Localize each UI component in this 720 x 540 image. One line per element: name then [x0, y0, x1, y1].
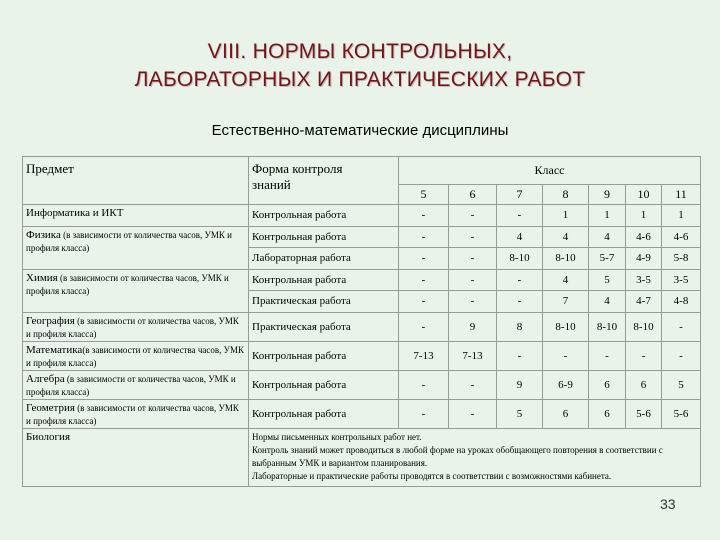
value-cell — [399, 248, 449, 270]
form-cell — [249, 399, 399, 428]
subject-name: Биология — [26, 430, 71, 443]
value-cell — [589, 399, 626, 428]
value-cell — [626, 370, 662, 399]
header-form — [249, 157, 399, 205]
value: - — [470, 230, 475, 243]
value-cell — [543, 291, 589, 313]
biology-notes — [249, 428, 701, 486]
subject-note: (в зависимости от количества часов, УМК и профиля класса) — [26, 373, 236, 397]
value-cell — [449, 370, 497, 399]
value: 5-8 — [673, 252, 689, 265]
page-number: 33 — [660, 496, 676, 512]
value: 4-8 — [673, 295, 689, 308]
value-cell — [626, 205, 662, 227]
value-cell — [589, 370, 626, 399]
value-cell — [626, 248, 662, 270]
value: - — [563, 349, 568, 362]
form-label: Контрольная работа — [252, 349, 347, 362]
value: - — [470, 273, 475, 286]
subject-note: (в зависимости от количества часов, УМК и профиля класса) — [26, 402, 239, 426]
subject-cell — [23, 428, 249, 486]
value: - — [421, 209, 426, 222]
subject-cell — [23, 312, 249, 341]
grade-label: 7 — [516, 187, 523, 201]
value: 6-9 — [558, 378, 573, 391]
value: 4 — [562, 230, 569, 243]
value-cell — [662, 370, 701, 399]
subject-note: (в зависимости от количества часов, УМК и профиля класса) — [26, 229, 232, 253]
value: - — [470, 295, 475, 308]
value-cell — [543, 312, 589, 341]
value: - — [421, 407, 426, 420]
form-label: Практическая работа — [252, 320, 351, 333]
value: - — [421, 295, 426, 308]
value-cell — [589, 291, 626, 313]
form-cell — [249, 269, 399, 291]
value-cell — [543, 226, 589, 248]
grade-header — [589, 185, 626, 205]
grade-label: 11 — [675, 187, 687, 201]
grade-label: 6 — [469, 187, 476, 201]
value-cell — [662, 291, 701, 313]
form-label: Контрольная работа — [252, 209, 347, 222]
header-form-line-1: Форма контроля — [252, 161, 343, 176]
header-class — [399, 157, 701, 185]
table-row — [23, 428, 701, 486]
value-cell — [399, 291, 449, 313]
value: 4-6 — [673, 230, 689, 243]
value: 4 — [516, 230, 523, 243]
value-cell — [497, 370, 543, 399]
value: 5 — [604, 273, 610, 286]
value: 1 — [562, 209, 569, 222]
header-subject — [23, 157, 249, 205]
value: 6 — [604, 407, 610, 420]
value: - — [421, 273, 426, 286]
form-label: Контрольная работа — [252, 378, 347, 391]
subject-name: Алгебра — [26, 372, 65, 385]
value: 5-6 — [673, 407, 689, 420]
value-cell — [497, 226, 543, 248]
value-cell — [543, 269, 589, 291]
form-label: Контрольная работа — [252, 273, 347, 286]
value: 1 — [604, 209, 610, 222]
value-cell — [626, 341, 662, 370]
value-cell — [497, 291, 543, 313]
title-line-2: ЛАБОРАТОРНЫХ И ПРАКТИЧЕСКИХ РАБОТ — [134, 68, 586, 91]
value: 4-9 — [636, 252, 651, 265]
value-cell — [662, 205, 701, 227]
page-title — [0, 38, 720, 94]
subject-name: Геометрия — [26, 401, 75, 414]
value: 4 — [604, 295, 610, 308]
value: - — [679, 320, 683, 333]
value: 6 — [640, 378, 647, 391]
subject-name: Математика — [26, 343, 83, 356]
value-cell — [399, 312, 449, 341]
value: - — [605, 349, 609, 362]
table-row — [23, 226, 701, 248]
norms-table — [22, 156, 701, 487]
grade-header — [497, 185, 543, 205]
grade-header — [626, 185, 662, 205]
value: 4 — [562, 273, 569, 286]
value-cell — [626, 399, 662, 428]
value-cell — [399, 399, 449, 428]
value: 3-5 — [636, 273, 651, 286]
form-label: Лабораторная работа — [252, 252, 351, 265]
subject-name: Информатика и ИКТ — [26, 207, 124, 219]
value-cell — [449, 205, 497, 227]
value: 8 — [516, 320, 523, 333]
grade-label: 9 — [604, 187, 610, 201]
subject-name: Физика — [26, 228, 61, 241]
table-row — [23, 269, 701, 291]
value: - — [421, 252, 426, 265]
value-cell — [497, 341, 543, 370]
value: - — [470, 378, 475, 391]
value: - — [679, 349, 683, 362]
grade-label: 5 — [420, 187, 427, 201]
form-cell — [249, 370, 399, 399]
value-cell — [589, 341, 626, 370]
form-cell — [249, 248, 399, 270]
subject-name: География — [26, 314, 75, 327]
value-cell — [589, 269, 626, 291]
value-cell — [497, 269, 543, 291]
value-cell — [399, 370, 449, 399]
value: 8-10 — [509, 252, 530, 265]
value-cell — [589, 312, 626, 341]
table-row — [23, 341, 701, 370]
value-cell — [589, 205, 626, 227]
subject-note: (в зависимости от количества часов, УМК и профиля класса) — [26, 344, 245, 368]
value-cell — [449, 269, 497, 291]
value-cell — [626, 226, 662, 248]
value-cell — [449, 341, 497, 370]
subject-note: (в зависимости от количества часов, УМК и профиля класса) — [26, 315, 239, 339]
value: 8-10 — [596, 320, 618, 333]
value-cell — [449, 399, 497, 428]
form-cell — [249, 341, 399, 370]
value: 9 — [516, 378, 523, 391]
value: 5 — [678, 378, 684, 391]
value: - — [517, 273, 522, 286]
value: - — [641, 349, 646, 362]
value-cell — [399, 205, 449, 227]
value-cell — [497, 248, 543, 270]
value-cell — [449, 248, 497, 270]
value: 4 — [604, 230, 610, 243]
grade-label: 8 — [562, 187, 569, 201]
form-cell — [249, 291, 399, 313]
value-cell — [626, 269, 662, 291]
subtitle: Естественно-математические дисциплины — [211, 122, 509, 139]
value: - — [470, 209, 475, 222]
value: - — [470, 407, 475, 420]
grade-label: 10 — [637, 187, 650, 201]
value-cell — [626, 312, 662, 341]
value: 9 — [469, 320, 476, 333]
value-cell — [589, 248, 626, 270]
value-cell — [399, 226, 449, 248]
value: - — [517, 209, 522, 222]
table-row — [23, 399, 701, 428]
value: 4-6 — [636, 230, 651, 243]
subject-cell — [23, 226, 249, 269]
value: 1 — [678, 209, 684, 222]
value: - — [421, 230, 426, 243]
form-cell — [249, 226, 399, 248]
form-cell — [249, 205, 399, 227]
value-cell — [449, 312, 497, 341]
value-cell — [497, 399, 543, 428]
value-cell — [497, 205, 543, 227]
subject-name: Химия — [26, 271, 58, 284]
subject-cell — [23, 341, 249, 370]
subject-cell — [23, 399, 249, 428]
subject-note: (в зависимости от количества часов, УМК и профиля класса) — [26, 272, 229, 296]
header-class-label: Класс — [534, 163, 565, 177]
value-cell — [662, 248, 701, 270]
value-cell — [662, 399, 701, 428]
value: 1 — [640, 209, 647, 222]
value-cell — [399, 269, 449, 291]
subject-cell — [23, 205, 249, 227]
header-form-line-2: знаний — [252, 177, 291, 192]
biology-note: Нормы письменных контрольных работ нет. — [252, 431, 422, 442]
value-cell — [449, 226, 497, 248]
table-row — [23, 205, 701, 227]
value: 5-6 — [636, 407, 651, 420]
grade-header — [399, 185, 449, 205]
value-cell — [497, 312, 543, 341]
value: 7 — [562, 295, 569, 308]
value-cell — [662, 341, 701, 370]
grade-header — [449, 185, 497, 205]
value-cell — [543, 248, 589, 270]
value-cell — [543, 205, 589, 227]
grade-header — [543, 185, 589, 205]
value: 8-10 — [555, 320, 576, 333]
value: - — [421, 378, 426, 391]
form-cell — [249, 312, 399, 341]
value: 6 — [562, 407, 569, 420]
table-row — [23, 370, 701, 399]
value: 4-7 — [636, 295, 651, 308]
form-label: Контрольная работа — [252, 230, 347, 243]
form-label: Практическая работа — [252, 295, 351, 308]
value-cell — [662, 269, 701, 291]
value: 3-5 — [673, 273, 689, 286]
value: 6 — [604, 378, 610, 391]
value: 7-13 — [462, 349, 483, 362]
subject-cell — [23, 370, 249, 399]
value-cell — [662, 312, 701, 341]
biology-note: Контроль знаний может проводиться в любой форме на уроках обобщающего повторения в соответствии с выбранным УМК и вариантом планирования. — [252, 444, 663, 468]
grade-header — [662, 185, 701, 205]
value-cell — [543, 399, 589, 428]
form-label: Контрольная работа — [252, 407, 347, 420]
value-cell — [626, 291, 662, 313]
header-subject-label: Предмет — [26, 161, 74, 176]
value-cell — [543, 370, 589, 399]
value: - — [421, 320, 426, 333]
value: - — [517, 349, 522, 362]
value-cell — [399, 341, 449, 370]
value-cell — [662, 226, 701, 248]
value: - — [470, 252, 475, 265]
biology-note: Лабораторные и практические работы проводятся в соответствии с возможностями кабинета. — [252, 470, 612, 481]
value-cell — [589, 226, 626, 248]
value: 8-10 — [555, 252, 576, 265]
value: 5 — [516, 407, 523, 420]
value-cell — [543, 341, 589, 370]
subject-cell — [23, 269, 249, 312]
table-row — [23, 312, 701, 341]
value-cell — [449, 291, 497, 313]
value: - — [517, 295, 522, 308]
value: 8-10 — [633, 320, 654, 333]
title-line-1: VIII. НОРМЫ КОНТРОЛЬНЫХ, — [207, 40, 513, 63]
value: 7-13 — [413, 349, 434, 362]
value: 5-7 — [599, 252, 615, 265]
